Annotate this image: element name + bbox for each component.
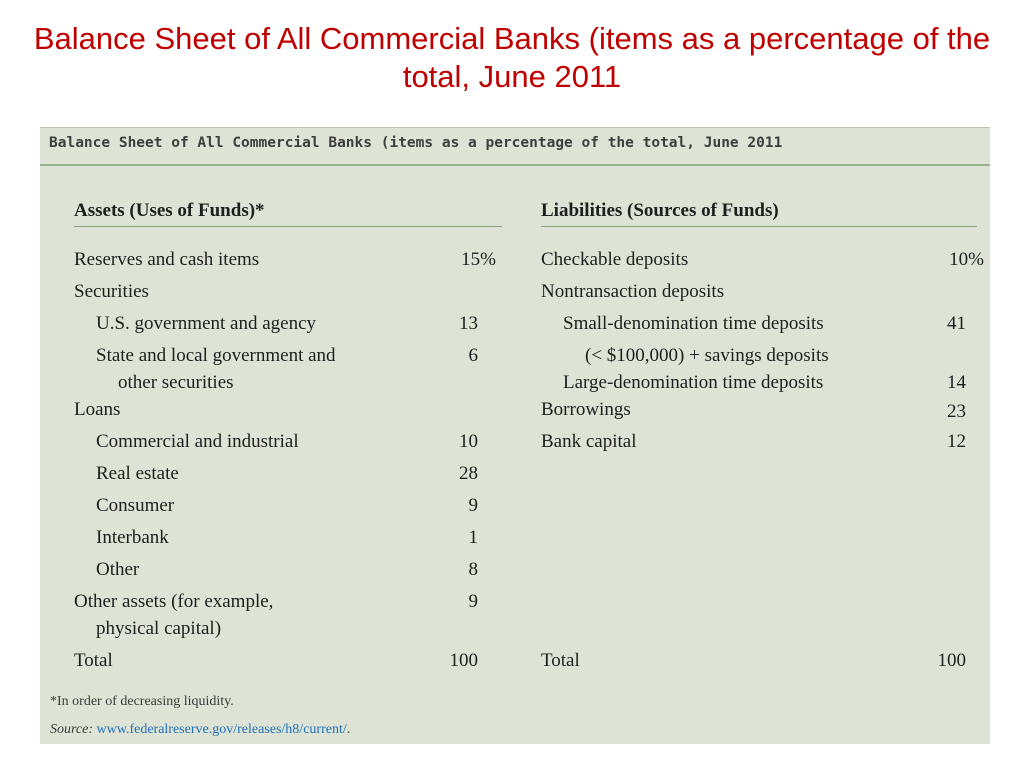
liability-value: 12 — [947, 431, 966, 452]
slide-title-text: Balance Sheet of All Commercial Banks (items as a percentage of the total, June 2011 — [33, 21, 991, 94]
liability-label: Nontransaction deposits — [541, 281, 725, 302]
liability-label: Large-denomination time deposits — [563, 372, 824, 393]
panel-title: Balance Sheet of All Commercial Banks (items as a percentage of the total, June 2011 — [49, 135, 783, 151]
liability-label: Bank capital — [541, 431, 637, 452]
asset-value: 13 — [459, 313, 478, 334]
liability-label: Checkable deposits — [541, 249, 689, 270]
slide-title — [0, 20, 1024, 96]
liability-value: 41 — [947, 313, 966, 334]
asset-value: 8 — [468, 559, 478, 580]
balance-sheet-panel — [40, 127, 990, 744]
asset-label: Reserves and cash items — [74, 249, 260, 270]
asset-label: Other assets (for example, — [74, 591, 274, 612]
source-link[interactable]: www.federalreserve.gov/releases/h8/current/ — [96, 722, 347, 737]
asset-label: Commercial and industrial — [96, 431, 299, 452]
liability-value: 23 — [947, 401, 966, 422]
asset-label: other securities — [118, 372, 234, 393]
asset-label: Interbank — [96, 527, 169, 548]
asset-label: State and local government and — [96, 345, 336, 366]
asset-value: 15% — [461, 249, 496, 270]
liability-total-label: Total — [541, 650, 580, 671]
asset-label: Loans — [74, 399, 121, 420]
liability-label: (< $100,000) + savings deposits — [585, 345, 829, 366]
liability-label: Borrowings — [541, 399, 631, 420]
liabilities-heading-rule — [541, 226, 977, 227]
asset-label: Securities — [74, 281, 149, 302]
asset-value: 9 — [468, 495, 478, 516]
asset-value: 1 — [468, 527, 478, 548]
asset-total-label: Total — [74, 650, 113, 671]
liability-total-value: 100 — [937, 650, 966, 671]
asset-value: 28 — [459, 463, 478, 484]
asset-label: Other — [96, 559, 140, 580]
asset-label: Consumer — [96, 495, 175, 516]
liability-value: 10% — [949, 249, 984, 270]
asset-value: 10 — [459, 431, 478, 452]
asset-label: Real estate — [96, 463, 179, 484]
asset-label: physical capital) — [96, 618, 222, 639]
asset-value: 9 — [468, 591, 478, 612]
panel-header — [40, 128, 990, 166]
liability-value: 14 — [947, 372, 966, 393]
assets-heading: Assets (Uses of Funds)* — [74, 200, 265, 221]
source-label: Source: — [50, 722, 94, 737]
liability-label: Small-denomination time deposits — [563, 313, 824, 334]
source-period: . — [346, 722, 351, 737]
asset-total-value: 100 — [449, 650, 478, 671]
footnote: *In order of decreasing liquidity. — [50, 694, 234, 709]
liabilities-heading: Liabilities (Sources of Funds) — [541, 200, 779, 221]
assets-heading-rule — [74, 226, 502, 227]
asset-label: U.S. government and agency — [96, 313, 317, 334]
source-line — [50, 722, 350, 738]
asset-value: 6 — [468, 345, 478, 366]
